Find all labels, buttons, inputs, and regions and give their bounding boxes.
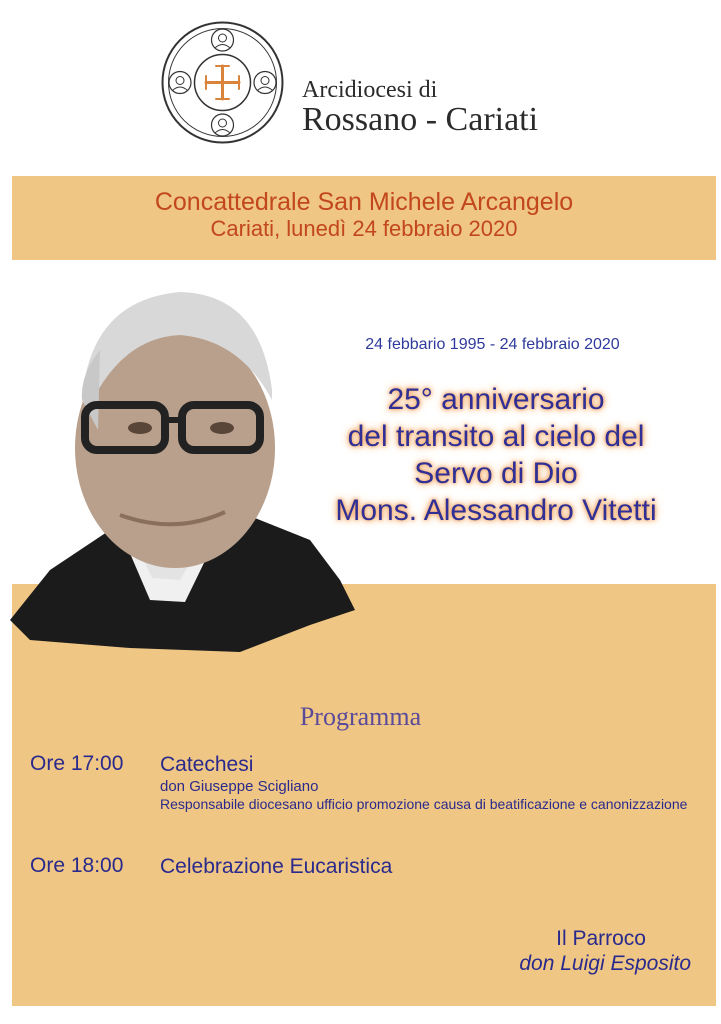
anniversary-title-line: Servo di Dio bbox=[414, 457, 578, 490]
program-speaker-role: Responsabile diocesano ufficio promozione causa di beatificazione e canonizzazione bbox=[160, 796, 688, 812]
anniversary-title-line: Mons. Alessandro Vitetti bbox=[335, 494, 657, 527]
diocese-prefix: Arcidiocesi di bbox=[302, 77, 438, 103]
evangelist-medallion-icon bbox=[212, 29, 234, 51]
program-title: Catechesi bbox=[160, 753, 254, 776]
anniversary-dates: 24 febbario 1995 - 24 febbraio 2020 bbox=[365, 336, 620, 353]
program-heading: Programma bbox=[299, 702, 422, 731]
diocese-title: Rossano - Cariati bbox=[302, 101, 539, 138]
event-place: Concattedrale San Michele Arcangelo bbox=[154, 188, 574, 216]
signature bbox=[519, 926, 691, 976]
program-time: Ore 18:00 bbox=[30, 854, 124, 877]
evangelist-medallion-icon bbox=[212, 114, 234, 136]
evangelist-medallion-icon bbox=[254, 72, 276, 94]
program-title: Celebrazione Eucaristica bbox=[160, 855, 393, 878]
diocese-logo bbox=[160, 20, 285, 145]
event-date: Cariati, lunedì 24 febbraio 2020 bbox=[210, 216, 518, 241]
evangelist-medallion-icon bbox=[169, 72, 191, 94]
event-banner bbox=[12, 176, 716, 260]
anniversary-title bbox=[296, 381, 696, 529]
program-time: Ore 17:00 bbox=[30, 752, 124, 775]
anniversary-title-line: del transito al cielo del bbox=[347, 420, 645, 453]
anniversary-title-line: 25° anniversario bbox=[387, 383, 605, 416]
program-speaker: don Giuseppe Scigliano bbox=[160, 778, 319, 795]
signature-name: don Luigi Esposito bbox=[519, 952, 691, 975]
diocese-name bbox=[302, 78, 538, 138]
signature-role: Il Parroco bbox=[556, 927, 646, 950]
